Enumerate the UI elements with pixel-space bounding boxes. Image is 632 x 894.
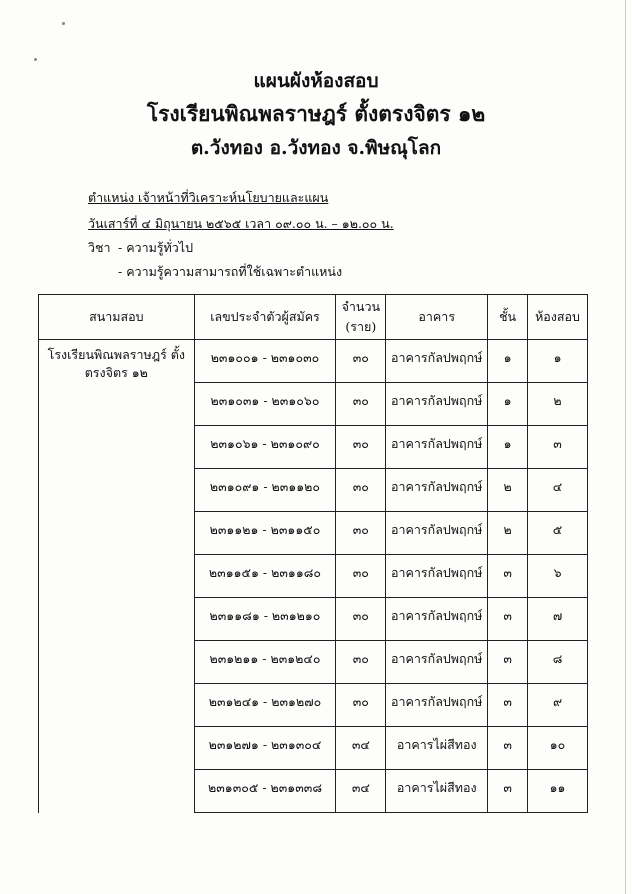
room-cell: ๑ — [528, 340, 588, 383]
header-room: ห้องสอบ — [528, 295, 588, 340]
room-cell: ๑๑ — [528, 770, 588, 813]
count-cell: ๓๐ — [336, 469, 386, 512]
subject-label: วิชา — [88, 240, 111, 255]
ids-cell: ๒๓๑๐๙๑ - ๒๓๑๑๒๐ — [194, 469, 336, 512]
subject-line-1 — [88, 238, 194, 258]
table-header-row — [39, 295, 588, 340]
room-cell: ๙ — [528, 684, 588, 727]
room-cell: ๑๐ — [528, 727, 588, 770]
building-cell: อาคารกัลปพฤกษ์ — [386, 383, 488, 426]
room-cell: ๗ — [528, 598, 588, 641]
building-cell: อาคารกัลปพฤกษ์ — [386, 641, 488, 684]
header-count-label: จำนวน — [341, 299, 381, 314]
floor-cell: ๓ — [488, 641, 528, 684]
building-cell: อาคารกัลปพฤกษ์ — [386, 684, 488, 727]
count-cell: ๓๔ — [336, 727, 386, 770]
subject-1: - ความรู้ทั่วไป — [118, 240, 194, 255]
count-cell: ๓๐ — [336, 340, 386, 383]
subject-line-2 — [88, 262, 343, 282]
count-cell: ๓๔ — [336, 770, 386, 813]
floor-cell: ๓ — [488, 727, 528, 770]
header-count — [336, 295, 386, 340]
count-cell: ๓๐ — [336, 641, 386, 684]
ids-cell: ๒๓๑๑๕๑ - ๒๓๑๑๘๐ — [194, 555, 336, 598]
floor-cell: ๓ — [488, 598, 528, 641]
room-cell: ๖ — [528, 555, 588, 598]
count-cell: ๓๐ — [336, 512, 386, 555]
building-cell: อาคารกัลปพฤกษ์ — [386, 426, 488, 469]
ids-cell: ๒๓๑๑๘๑ - ๒๓๑๒๑๐ — [194, 598, 336, 641]
floor-cell: ๒ — [488, 469, 528, 512]
exam-room-table — [38, 294, 588, 813]
ids-cell: ๒๓๑๒๗๑ - ๒๓๑๓๐๔ — [194, 727, 336, 770]
floor-cell: ๓ — [488, 770, 528, 813]
venue-cell: โรงเรียนพิณพลราษฎร์ ตั้งตรงจิตร ๑๒ — [39, 340, 195, 813]
room-cell: ๕ — [528, 512, 588, 555]
position-line: ตำแหน่ง เจ้าหน้าที่วิเคราะห์นโยบายและแผน — [88, 190, 329, 205]
ids-cell: ๒๓๑๒๔๑ - ๒๓๑๒๗๐ — [194, 684, 336, 727]
ids-cell: ๒๓๑๑๒๑ - ๒๓๑๑๕๐ — [194, 512, 336, 555]
header-count-unit: (ราย) — [345, 319, 377, 334]
floor-cell: ๒ — [488, 512, 528, 555]
room-cell: ๔ — [528, 469, 588, 512]
room-cell: ๒ — [528, 383, 588, 426]
building-cell: อาคารกัลปพฤกษ์ — [386, 512, 488, 555]
scan-speck — [62, 22, 65, 25]
ids-cell: ๒๓๑๒๑๑ - ๒๓๑๒๔๐ — [194, 641, 336, 684]
building-cell: อาคารกัลปพฤกษ์ — [386, 598, 488, 641]
building-cell: อาคารไผ่สีทอง — [386, 727, 488, 770]
doc-title: แผนผังห้องสอบ — [253, 70, 379, 92]
floor-cell: ๑ — [488, 383, 528, 426]
building-cell: อาคารไผ่สีทอง — [386, 770, 488, 813]
floor-cell: ๑ — [488, 340, 528, 383]
subject-2: - ความรู้ความสามารถที่ใช้เฉพาะตำแหน่ง — [118, 264, 343, 279]
header-building: อาคาร — [386, 295, 488, 340]
floor-cell: ๓ — [488, 555, 528, 598]
ids-cell: ๒๓๑๐๓๑ - ๒๓๑๐๖๐ — [194, 383, 336, 426]
room-cell: ๘ — [528, 641, 588, 684]
header-floor: ชั้น — [488, 295, 528, 340]
count-cell: ๓๐ — [336, 383, 386, 426]
ids-cell: ๒๓๑๐๖๑ - ๒๓๑๐๙๐ — [194, 426, 336, 469]
doc-location: ต.วังทอง อ.วังทอง จ.พิษณุโลก — [190, 137, 442, 159]
table-row — [39, 340, 588, 383]
count-cell: ๓๐ — [336, 426, 386, 469]
floor-cell: ๑ — [488, 426, 528, 469]
header-venue: สนามสอบ — [39, 295, 195, 340]
floor-cell: ๓ — [488, 684, 528, 727]
doc-school-name: โรงเรียนพิณพลราษฎร์ ตั้งตรงจิตร ๑๒ — [146, 101, 486, 126]
scan-speck — [34, 58, 37, 61]
room-cell: ๓ — [528, 426, 588, 469]
count-cell: ๓๐ — [336, 598, 386, 641]
count-cell: ๓๐ — [336, 684, 386, 727]
count-cell: ๓๐ — [336, 555, 386, 598]
datetime-line: วันเสาร์ที่ ๔ มิถุนายน ๒๕๖๕ เวลา ๐๙.๐๐ น. – ๑๒.๐๐ น. — [88, 216, 394, 231]
building-cell: อาคารกัลปพฤกษ์ — [386, 555, 488, 598]
building-cell: อาคารกัลปพฤกษ์ — [386, 340, 488, 383]
header-ids: เลขประจำตัวผู้สมัคร — [194, 295, 336, 340]
ids-cell: ๒๓๑๓๐๕ - ๒๓๑๓๓๘ — [194, 770, 336, 813]
ids-cell: ๒๓๑๐๐๑ - ๒๓๑๐๓๐ — [194, 340, 336, 383]
building-cell: อาคารกัลปพฤกษ์ — [386, 469, 488, 512]
